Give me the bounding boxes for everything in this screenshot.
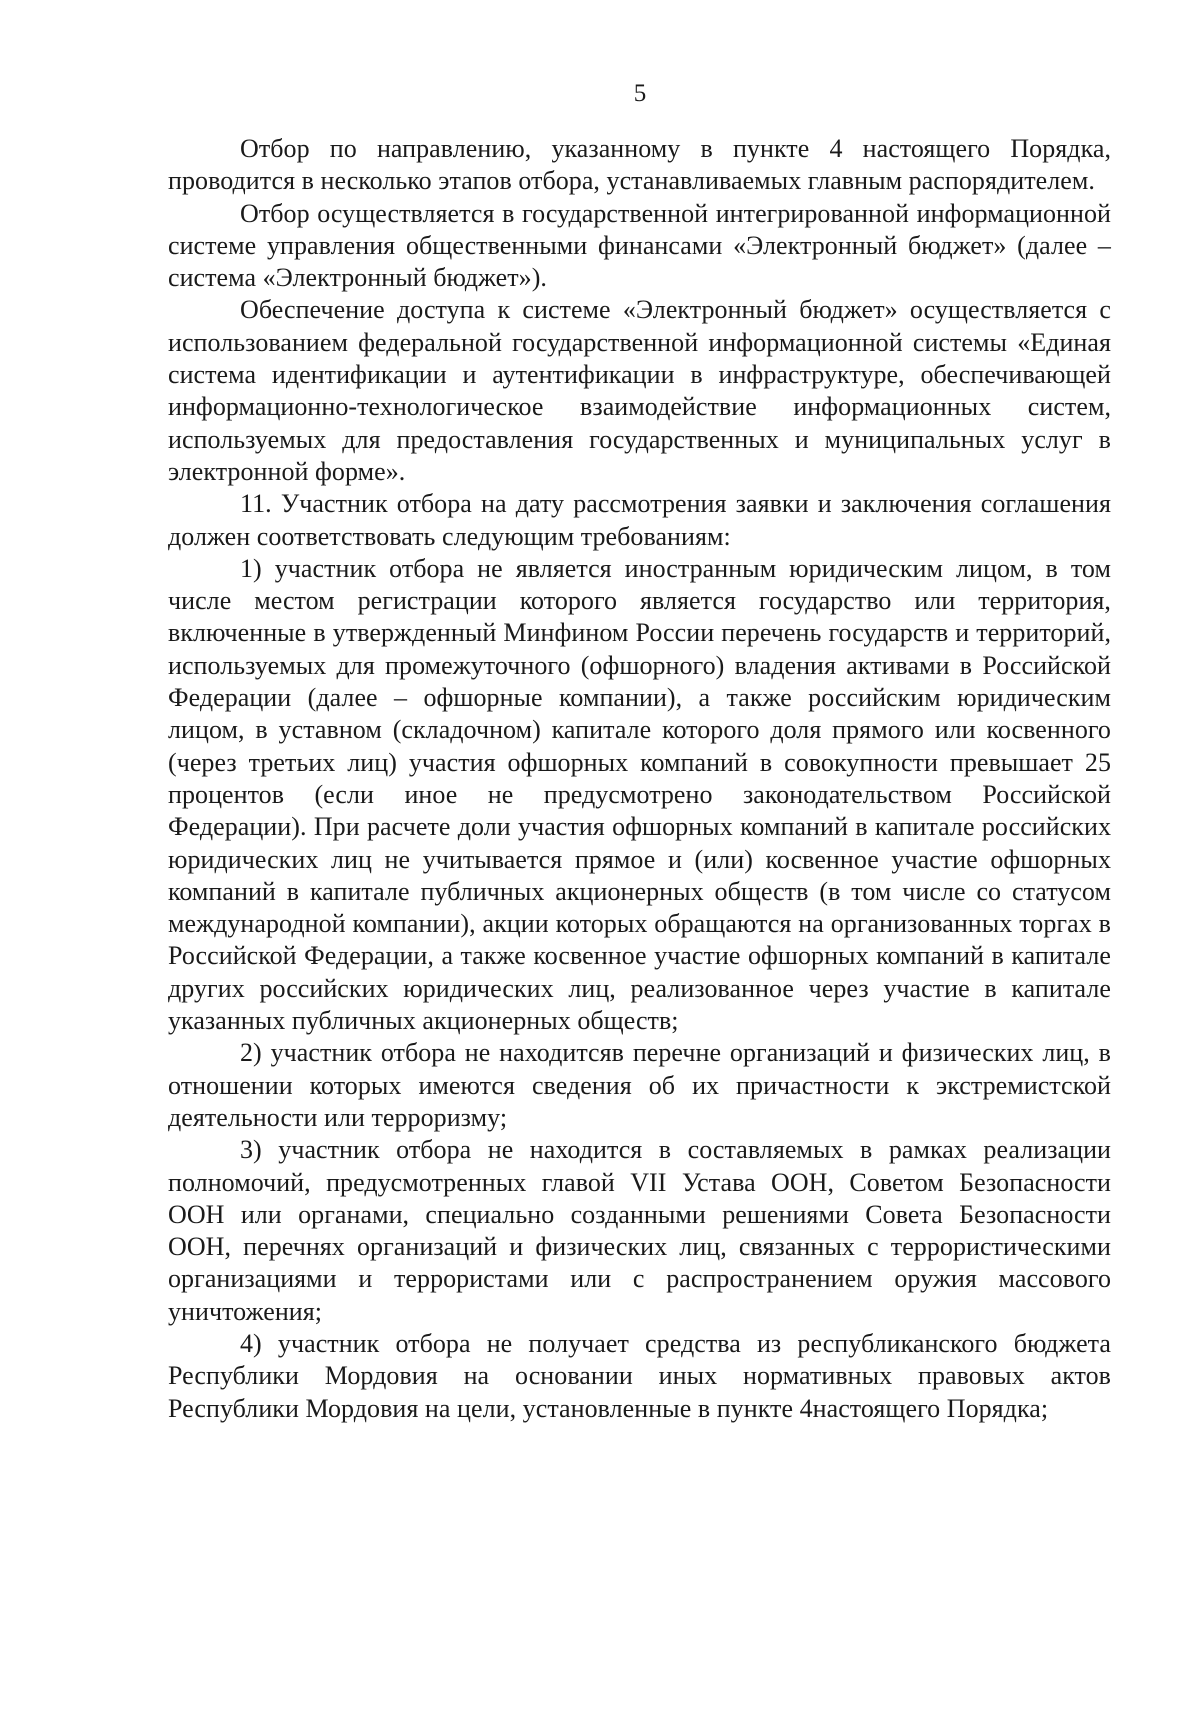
paragraph-requirement-4-budget-funds: 4) участник отбора не получает средства из республиканского бюджета Республики Мордовия на основании иных нормативных правовых актов Республики Мордовия на цели, установленные в пункте 4настоящего Порядка; (168, 1328, 1111, 1423)
document-body (168, 133, 1111, 1425)
paragraph-system-access: Обеспечение доступа к системе «Электронный бюджет» осуществляется с использованием федеральной государственной информационной системы «Единая система идентификации и аутентификации в инфраструктуре, обеспечивающей информационно-технологическое взаимодействие информационных систем, используемых для предоставления государственных и муниципальных услуг в электронной форме». (168, 295, 1111, 486)
paragraph-selection-stages: Отбор по направлению, указанному в пункте 4 настоящего Порядка, проводится в несколько этапов отбора, устанавливаемых главным распорядителем. (168, 134, 1111, 196)
paragraph-requirement-3-un-lists: 3) участник отбора не находится в составляемых в рамках реализации полномочий, предусмотренных главой VII Устава ООН, Советом Безопасности ООН или органами, специально созданными решениями Совета Безопасности ООН, перечнях организаций и физических лиц, связанных с террористическими организациями и террористами или с распространением оружия массового уничтожения; (168, 1135, 1111, 1326)
paragraph-requirement-2-extremism: 2) участник отбора не находитсяв перечне организаций и физических лиц, в отношении которых имеются сведения об их причастности к экстремистской деятельности или терроризму; (168, 1038, 1111, 1132)
page-number: 5 (633, 80, 647, 107)
paragraph-item-11-requirements: 11. Участник отбора на дату рассмотрения заявки и заключения соглашения должен соответствовать следующим требованиям: (168, 489, 1111, 551)
paragraph-requirement-1-offshore: 1) участник отбора не является иностранным юридическим лицом, в том числе местом регистрации которого является государство или территория, включенные в утвержденный Минфином России перечень государств и территорий, используемых для промежуточного (офшорного) владения активами в Российской Федерации (далее – офшорные компании), а также российским юридическим лицом, в уставном (складочном) капитале которого доля прямого или косвенного (через третьих лиц) участия офшорных компаний в совокупности превышает 25 процентов (если иное не предусмотрено законодательством Российской Федерации). При расчете доли участия офшорных компаний в капитале российских юридических лиц не учитывается прямое и (или) косвенное участие офшорных компаний в капитале публичных акционерных обществ (в том числе со статусом международной компании), акции которых обращаются на организованных торгах в Российской Федерации, а также косвенное участие офшорных компаний в капитале других российских юридических лиц, реализованное через участие в капитале указанных публичных акционерных обществ; (168, 553, 1111, 1036)
paragraph-electronic-budget-system: Отбор осуществляется в государственной интегрированной информационной системе управления общественными финансами «Электронный бюджет» (далее – система «Электронный бюджет»). (168, 198, 1111, 293)
